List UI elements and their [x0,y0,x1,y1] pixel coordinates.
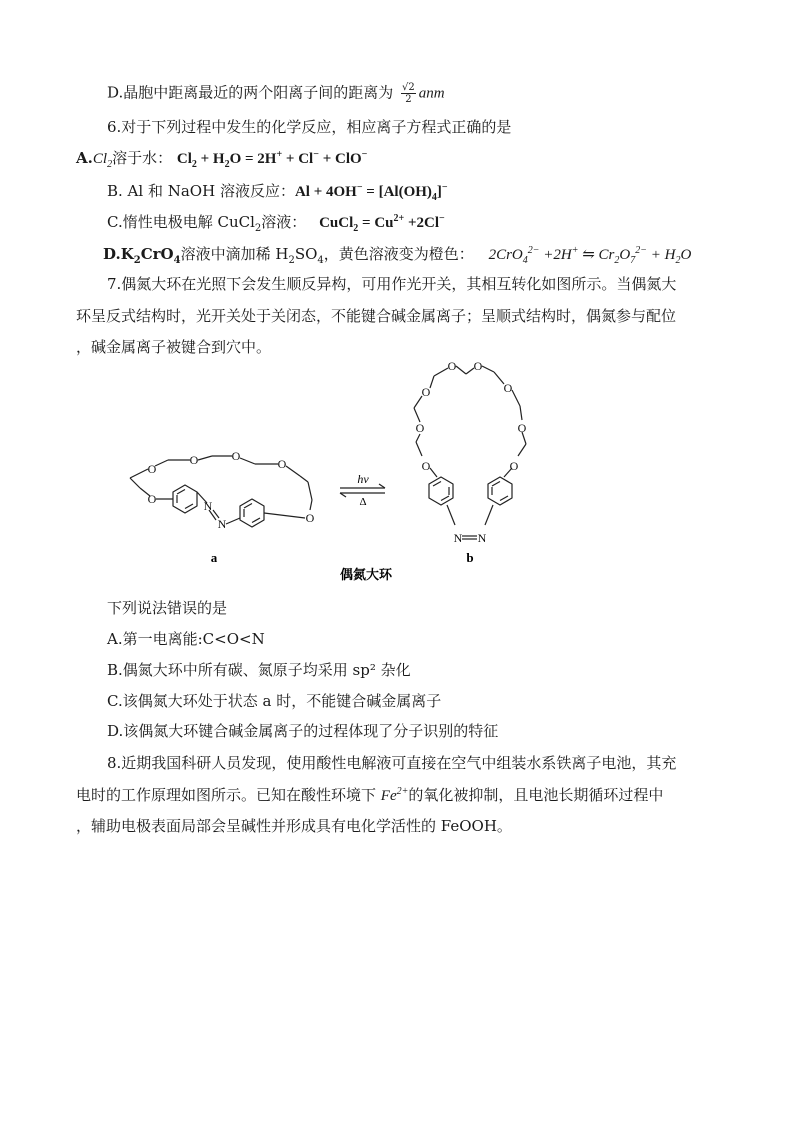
option-a-label: A. [76,149,93,167]
q6-option-a [76,148,367,169]
figure-caption: 偶氮大环 [339,567,393,582]
atom-o: O [421,459,431,473]
option-d-equation: 2CrO$_4^{2-}$ +2H+ ⇋ $Cr_2O_7^{2-} + H_2O$ [488,245,692,266]
structure-b-label: b [466,550,474,565]
atom-o: O [231,449,241,463]
q8-stem-line3: ，辅助电极表面局部会呈碱性并形成具有电化学活性的 FeOOH。 [76,817,512,835]
arrow-label-delta: Δ [359,496,367,508]
atom-o: O [189,453,199,467]
q7-stem-line1: 7.偶氮大环在光照下会发生顺反异构，可用作光开关，其相互转化如图所示。当偶氮大 [107,275,677,293]
atom-o: O [473,360,483,373]
atom-n: N [203,499,213,513]
azo-macrocycle-figure [100,360,560,585]
option-d-text: $D.K_2CrO_4$ [103,245,181,266]
option-a-text: 溶于水： [112,149,173,167]
atom-o: O [421,385,431,399]
q6-stem: 6.对于下列过程中发生的化学反应，相应离子方程式正确的是 [107,118,512,136]
q7-stem-line3: ，碱金属离子被键合到穴中。 [76,338,272,356]
atom-o: O [305,511,315,525]
q8-stem-line1: 8.近期我国科研人员发现，使用酸性电解液可直接在空气中组装水系铁离子电池，其充 [107,754,677,772]
q6-option-c [107,212,445,233]
q8-text: 电时的工作原理如图所示。已知在酸性环境下 [76,786,381,804]
q6-option-b [107,181,448,202]
q5-option-d-text: D.晶胞中距离最近的两个阳离子间的距离为 [107,83,394,102]
atom-o: O [147,492,157,506]
sqrt2-over-2-fraction [401,82,416,105]
q7-option-a: A.第一电离能:C<O<N [107,630,265,648]
atom-o: O [415,421,425,435]
atom-n: N [453,531,463,545]
q7-question: 下列说法错误的是 [107,599,228,617]
atom-o: O [509,459,519,473]
q8-stem-line2 [76,785,663,806]
option-a-equation: $Cl_2 + H_2O = 2H^+ + Cl^- + ClO^-$ [176,149,368,170]
q7-option-c: C.该偶氮大环处于状态 a 时，不能键合碱金属离子 [107,692,442,710]
atom-o: O [517,421,527,435]
atom-o: O [147,462,157,476]
option-c-equation: CuCl$_2$ = $Cu^{2+} +2Cl^-$ [319,213,445,234]
q8-text-2: 的氧化被抑制，且电池长期循环过程中 [408,786,664,804]
option-b-equation: $Al + 4OH^- = [Al(OH)_4]^-$ [294,182,448,203]
q7-option-b: B.偶氮大环中所有碳、氮原子均采用 sp² 杂化 [107,661,411,679]
option-b-text: B. Al 和 NaOH 溶液反应： [107,182,295,200]
fraction-denominator: 2 [405,94,412,105]
arrow-label-hv: hν [357,472,369,486]
option-c-text: C.惰性电极电解 CuCl$_2$溶液： [107,213,307,234]
q7-option-d: D.该偶氮大环键合碱金属离子的过程体现了分子识别的特征 [107,722,499,740]
structure-a-label: a [210,550,218,565]
fraction-numerator: √2 [402,82,415,93]
atom-n: N [477,531,487,545]
fe2plus-ion: $Fe^{2+}$ [380,786,409,804]
atom-n: N [217,517,227,531]
q7-stem-line2: 环呈反式结构时，光开关处于关闭态，不能键合碱金属离子；呈顺式结构时，偶氮参与配位 [76,307,677,325]
q6-option-d: $D.K_2CrO_4$溶液中滴加稀 $H_2SO_4$，黄色溶液变为橙色： 2CrO$_4^{2-}$ +2H+ ⇋ $Cr_2O_7^{2-} + H_2O$ [103,245,692,266]
q5-option-d [107,82,445,105]
atom-o: O [277,457,287,471]
atom-o: O [503,381,513,395]
atom-o: O [447,360,457,373]
cl2-formula: $Cl_2$ [92,151,113,170]
option-d-text2: 溶液中滴加稀 H [180,245,289,263]
unit-anm: anm [418,85,445,102]
